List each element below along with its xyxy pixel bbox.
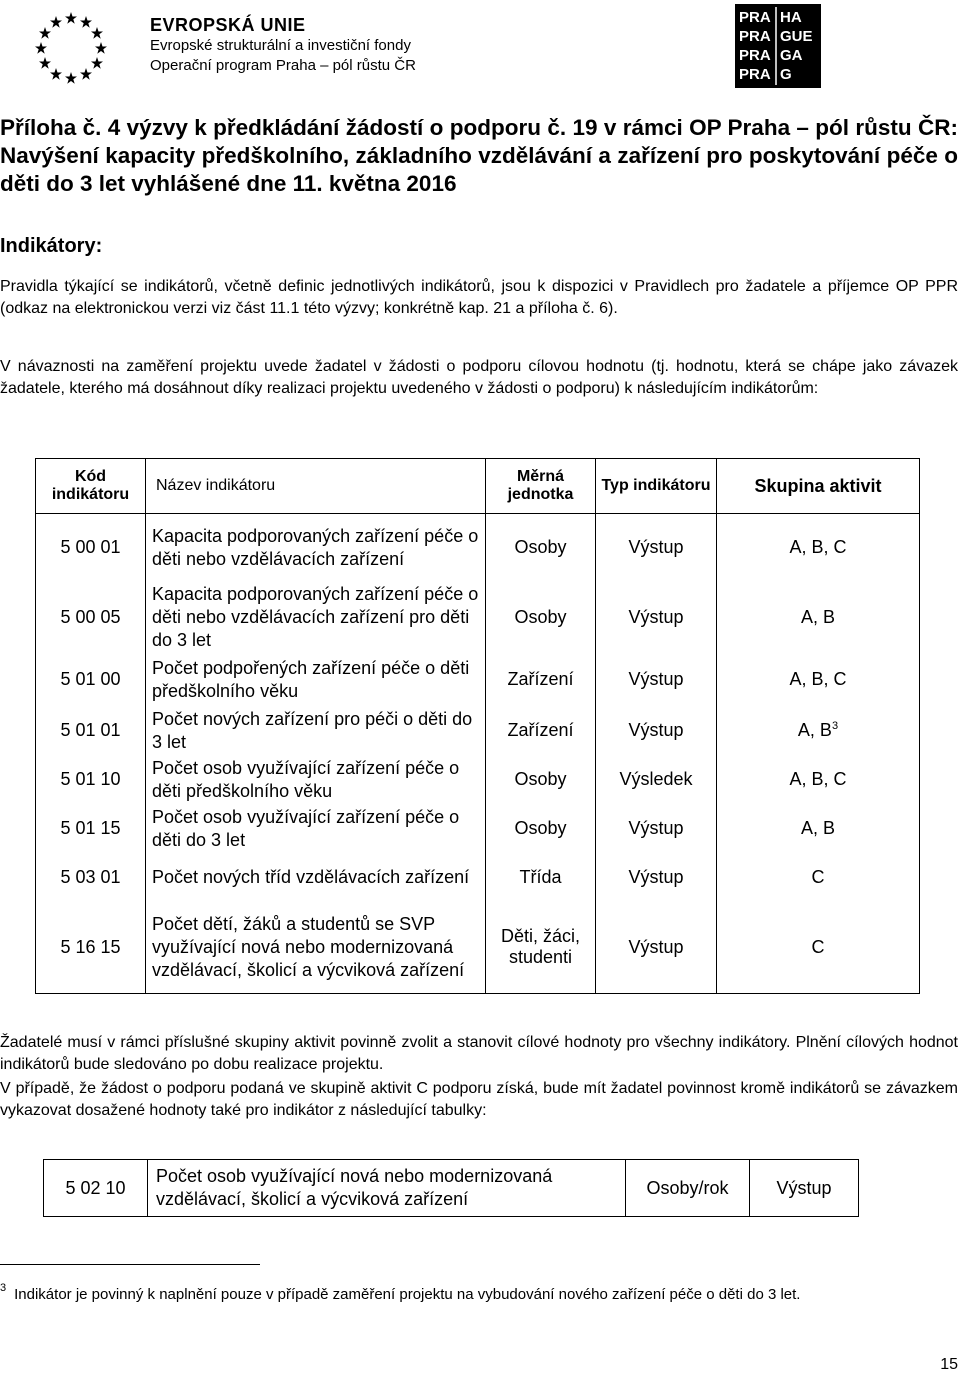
indicator-type-text: Výstup: [628, 818, 684, 838]
eu-flag-logo: [6, 6, 136, 86]
indicator-unit: [486, 582, 596, 654]
paragraph-target-value: V návaznosti na zaměření projektu uvede žadatel v žádosti o podporu cílovou hodnotu (tj. hodnotu, která se chápe jako závazek žadatele, kterého má dosáhnout díky realizaci projektu uvedeného v žádosti o podporu) k následujícím indikátorům:: [0, 358, 958, 397]
indicator-name-text: Kapacita podporovaných zařízení péče o děti nebo vzdělávacích zařízení: [152, 525, 479, 569]
extra-code: 5 02 10: [44, 1160, 148, 1217]
table-row: [36, 902, 920, 994]
indicator-group: [717, 706, 920, 756]
indicator-group: [717, 582, 920, 654]
prague-logo: [735, 4, 821, 88]
indicator-code-text: 5 03 01: [60, 867, 121, 887]
indicator-group-text: C: [811, 867, 825, 887]
indicator-unit: [486, 706, 596, 756]
indicator-name: [146, 582, 486, 654]
indicator-code: [36, 854, 146, 902]
indicator-name: [146, 514, 486, 582]
table-row: [36, 756, 920, 804]
extra-indicator-table: [43, 1159, 859, 1217]
eu-line1: EVROPSKÁ UNIE: [150, 15, 306, 35]
table-row: [44, 1160, 859, 1217]
paragraph-rules: Pravidla týkající se indikátorů, včetně definic jednotlivých indikátorů, jsou k dispozici v Pravidlech pro žadatele a příjemce OP PPR (odkaz na elektronickou verzi viz část 11.1 této výzvy; konkrétně kap. 21 a příloha č. 6).: [0, 278, 958, 317]
indicator-type-text: Výstup: [628, 867, 684, 887]
extra-name: Počet osob využívající nová nebo modernizovaná vzdělávací, školicí a výcviková zařízení: [148, 1160, 626, 1217]
indicator-code: [36, 756, 146, 804]
indicator-group-text: A, B, C: [789, 669, 847, 689]
indicator-type-text: Výstup: [628, 720, 684, 740]
indicator-code-text: 5 01 01: [60, 720, 121, 740]
header-group: Skupina aktivit: [717, 459, 920, 514]
indicator-code-text: 5 00 05: [60, 607, 121, 627]
indicator-unit-text: Osoby: [514, 537, 567, 558]
indicator-name: [146, 804, 486, 854]
indicator-unit-text: Zařízení: [507, 720, 574, 740]
indicator-group-text: A, B, C: [789, 769, 847, 789]
indicator-group: [717, 854, 920, 902]
prague-logo-left-text: PRA: [739, 47, 771, 64]
indicators-heading: Indikátory:: [0, 235, 103, 257]
indicator-code-text: 5 00 01: [60, 537, 121, 558]
indicator-unit-text: Děti, žáci, studenti: [500, 926, 581, 968]
indicator-type-text: Výstup: [628, 936, 684, 957]
prague-logo-left-text: PRA: [739, 66, 771, 83]
indicator-name: [146, 902, 486, 994]
indicator-group: [717, 514, 920, 582]
indicator-type: [596, 582, 717, 654]
paragraph-obligation: Žadatelé musí v rámci příslušné skupiny aktivit povinně zvolit a stanovit cílové hodnoty pro všechny indikátory. Plnění cílových hodnot indikátorů bude sledováno po dobu realizace projektu.: [0, 1034, 958, 1073]
document-title: Příloha č. 4 výzvy k předkládání žádostí o podporu č. 19 v rámci OP Praha – pól růstu ČR: Navýšení kapacity předškolního, základního vzdělávání a zařízení pro poskytování péče o děti do 3 let vyhlášené dne 11. května 2016: [0, 115, 958, 196]
indicator-code-text: 5 01 15: [60, 818, 121, 838]
paragraph-group-c: V případě, že žádost o podporu podaná ve skupině aktivit C podporu získá, bude mít žadatel povinnost kromě indikátorů se závazkem vykazovat dosažené hodnoty také pro indikátor z následující tabulky:: [0, 1080, 958, 1119]
indicator-group-text: A, B, C: [789, 537, 847, 558]
eu-line3: Operační program Praha – pól růstu ČR: [150, 57, 416, 74]
table-row: [36, 854, 920, 902]
prague-logo-left-text: PRA: [739, 28, 771, 45]
indicator-unit: [486, 854, 596, 902]
indicator-group: [717, 902, 920, 994]
indicator-unit: [486, 902, 596, 994]
indicator-type: [596, 902, 717, 994]
indicator-type: [596, 706, 717, 756]
indicator-code: [36, 514, 146, 582]
indicator-unit: [486, 756, 596, 804]
indicator-name: [146, 706, 486, 756]
indicator-group-text: C: [811, 936, 825, 957]
extra-type: Výstup: [750, 1160, 859, 1217]
indicator-name-text: Počet dětí, žáků a studentů se SVP využívající nová nebo modernizovaná vzdělávací, školicí a výcviková zařízení: [152, 913, 465, 980]
footnote-text: Indikátor je povinný k naplnění pouze v případě zaměření projektu na vybudování nového zařízení péče o děti do 3 let.: [14, 1286, 801, 1303]
indicator-unit-text: Osoby: [514, 769, 567, 789]
prague-logo-right-text: GA: [780, 47, 803, 64]
indicator-name-text: Počet nových tříd vzdělávacích zařízení: [152, 867, 470, 887]
indicator-name-text: Počet nových zařízení pro péči o děti do 3 let: [152, 708, 473, 752]
table-row: [36, 514, 920, 582]
indicator-name-text: Počet osob využívající zařízení péče o děti předškolního věku: [152, 757, 460, 801]
indicator-unit: [486, 804, 596, 854]
indicator-code-text: 5 01 00: [60, 669, 121, 689]
indicators-table: [35, 458, 920, 994]
page-number: 15: [940, 1356, 958, 1373]
prague-logo-right-text: HA: [780, 9, 802, 26]
extra-unit: Osoby/rok: [626, 1160, 750, 1217]
indicator-type: [596, 654, 717, 706]
footnote-divider: [0, 1264, 260, 1265]
indicator-type-text: Výstup: [628, 607, 684, 627]
indicator-group-text: A, B: [797, 720, 832, 740]
header-unit: Měrná jednotka: [486, 459, 596, 514]
indicator-name: [146, 654, 486, 706]
header-name: Název indikátoru: [146, 459, 486, 514]
indicator-code-text: 5 01 10: [60, 769, 121, 789]
indicator-type-text: Výsledek: [619, 769, 693, 789]
prague-logo-left-text: PRA: [739, 9, 771, 26]
prague-logo-right-text: G: [780, 66, 792, 83]
indicator-group-text: A, B: [800, 818, 835, 838]
indicator-unit: [486, 654, 596, 706]
table-row: [36, 582, 920, 654]
footnote: [0, 1284, 958, 1307]
indicator-unit: [486, 514, 596, 582]
header-code: Kód indikátoru: [36, 459, 146, 514]
indicator-type-text: Výstup: [628, 669, 684, 689]
footnote-number: 3: [0, 1282, 7, 1294]
indicator-unit-text: Třída: [519, 867, 562, 887]
table-row: [36, 804, 920, 854]
indicator-code: [36, 804, 146, 854]
indicator-name-text: Počet podpořených zařízení péče o děti předškolního věku: [152, 657, 470, 701]
header-type: Typ indikátoru: [596, 459, 717, 514]
indicator-code: [36, 582, 146, 654]
indicator-type: [596, 756, 717, 804]
indicator-group: [717, 804, 920, 854]
indicator-group-text: A, B: [800, 607, 835, 627]
indicator-unit-text: Osoby: [514, 607, 567, 627]
indicator-name-text: Počet osob využívající zařízení péče o děti do 3 let: [152, 806, 460, 850]
eu-text-block: [150, 14, 470, 76]
indicator-name-text: Kapacita podporovaných zařízení péče o děti nebo vzdělávacích zařízení pro děti do 3 let: [152, 584, 479, 650]
indicator-code: [36, 706, 146, 756]
indicator-type: [596, 804, 717, 854]
prague-logo-right-text: GUE: [780, 28, 813, 45]
indicator-unit-text: Osoby: [514, 818, 567, 838]
indicator-code: [36, 902, 146, 994]
indicator-unit-text: Zařízení: [507, 669, 574, 689]
eu-line2: Evropské strukturální a investiční fondy: [150, 37, 411, 54]
table-row: [36, 654, 920, 706]
indicator-type: [596, 514, 717, 582]
indicator-type: [596, 854, 717, 902]
indicator-code: [36, 654, 146, 706]
indicator-name: [146, 854, 486, 902]
indicator-type-text: Výstup: [628, 537, 684, 558]
indicator-group: [717, 756, 920, 804]
table-row: [36, 706, 920, 756]
indicator-group: [717, 654, 920, 706]
indicator-name: [146, 756, 486, 804]
indicator-code-text: 5 16 15: [60, 936, 121, 957]
footnote-ref: 3: [831, 720, 839, 732]
